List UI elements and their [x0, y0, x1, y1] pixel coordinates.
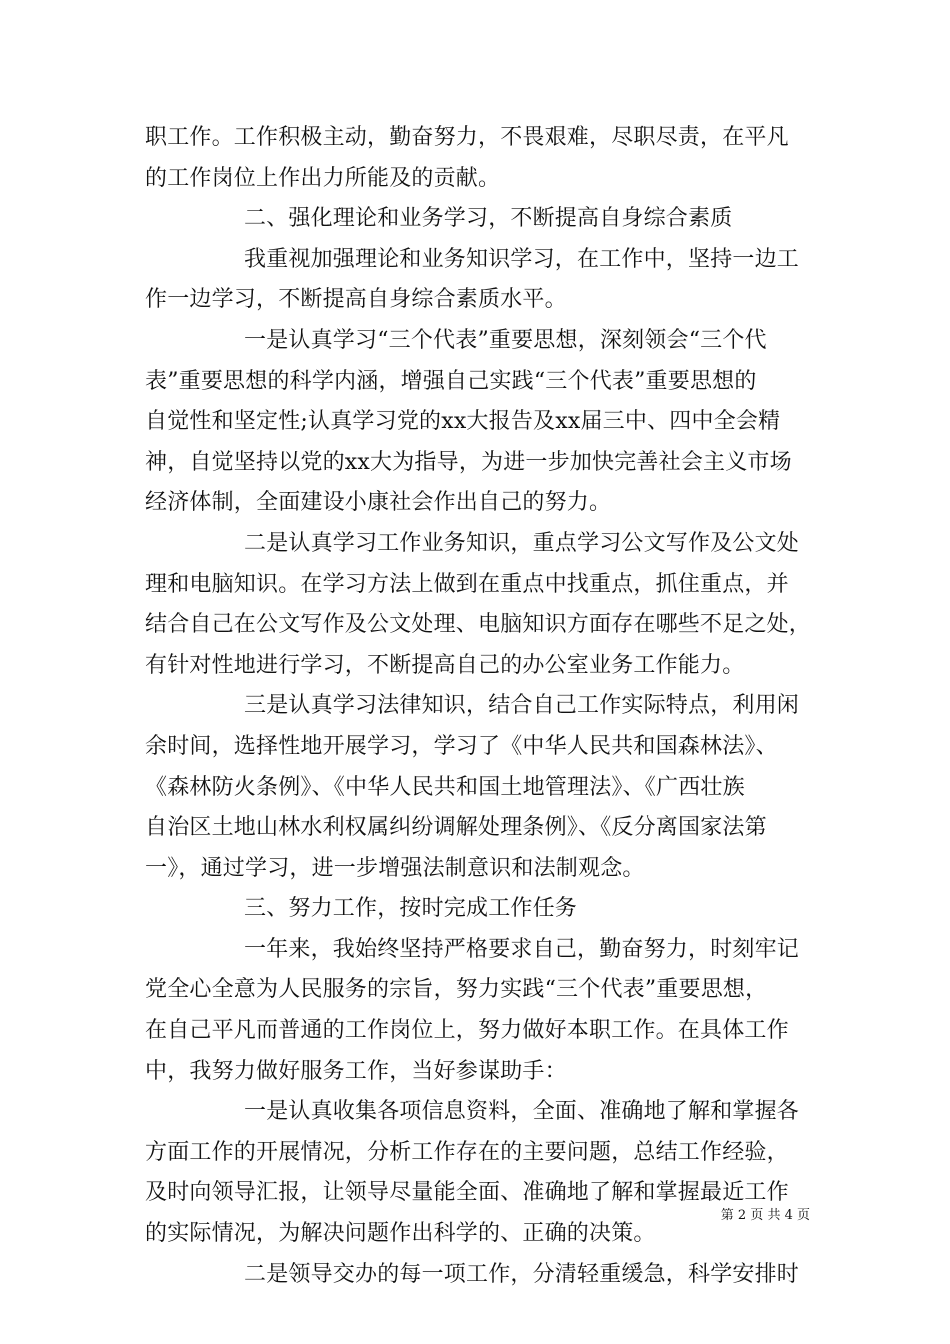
text-line: 表”重要思想的科学内涵，增强自己实践“三个代表”重要思想的	[145, 368, 757, 394]
text-line: 结合自己在公文写作及公文处理、电脑知识方面存在哪些不足之处，	[145, 612, 812, 638]
text-line: 职工作。工作积极主动，勤奋努力，不畏艰难，尽职尽责，在平凡	[145, 125, 789, 150]
text-line: 二是领导交办的每一项工作，分清轻重缓急，科学安排时	[244, 1261, 800, 1287]
text-line: 三是认真学习法律知识，结合自己工作实际特点，利用闲	[244, 693, 800, 719]
text-line: 一是认真学习“三个代表”重要思想，深刻领会“三个代	[244, 327, 767, 353]
text-line: 理和电脑知识。在学习方法上做到在重点中找重点，抓住重点，并	[145, 571, 789, 597]
text-line: 神，自觉坚持以党的xx大为指导，为进一步加快完善社会主义市场	[145, 449, 792, 475]
text-line: 及时向领导汇报，让领导尽量能全面、准确地了解和掌握最近工作	[145, 1180, 789, 1206]
page-number-footer: 第 2 页 共 4 页	[720, 1208, 810, 1223]
text-line: 经济体制，全面建设小康社会作出自己的努力。	[145, 490, 612, 516]
section-heading: 二、强化理论和业务学习，不断提高自身综合素质	[244, 206, 733, 232]
text-line: 的实际情况，为解决问题作出科学的、正确的决策。	[145, 1221, 656, 1247]
document-body	[145, 118, 820, 1295]
text-line: 一是认真收集各项信息资料，全面、准确地了解和掌握各	[244, 1099, 800, 1125]
text-line: 在自己平凡而普通的工作岗位上，努力做好本职工作。在具体工作	[145, 1018, 789, 1044]
text-line: 二是认真学习工作业务知识，重点学习公文写作及公文处	[244, 530, 800, 556]
text-line: 《森林防火条例》、《中华人民共和国土地管理法》、《广西壮族	[145, 774, 745, 800]
text-line: 一》，通过学习，进一步增强法制意识和法制观念。	[145, 855, 645, 881]
text-line: 自觉性和坚定性;认真学习党的xx大报告及xx届三中、四中全会精	[145, 409, 781, 435]
text-line: 一年来，我始终坚持严格要求自己，勤奋努力，时刻牢记	[244, 936, 800, 962]
text-line: 余时间，选择性地开展学习，学习了《中华人民共和国森林法》、	[145, 733, 778, 759]
text-line: 的工作岗位上作出力所能及的贡献。	[145, 165, 501, 191]
text-line: 党全心全意为人民服务的宗旨，努力实践“三个代表”重要思想，	[145, 977, 768, 1003]
section-heading: 三、努力工作，按时完成工作任务	[244, 896, 578, 922]
text-line: 我重视加强理论和业务知识学习，在工作中，坚持一边工	[244, 246, 800, 272]
text-line: 自治区土地山林水利权属纠纷调解处理条例》、《反分离国家法第	[145, 815, 767, 841]
text-line: 有针对性地进行学习，不断提高自己的办公室业务工作能力。	[145, 652, 745, 678]
text-line: 作一边学习，不断提高自身综合素质水平。	[145, 287, 567, 313]
text-line: 方面工作的开展情况，分析工作存在的主要问题，总结工作经验，	[145, 1139, 789, 1165]
text-line: 中，我努力做好服务工作，当好参谋助手：	[145, 1058, 567, 1084]
